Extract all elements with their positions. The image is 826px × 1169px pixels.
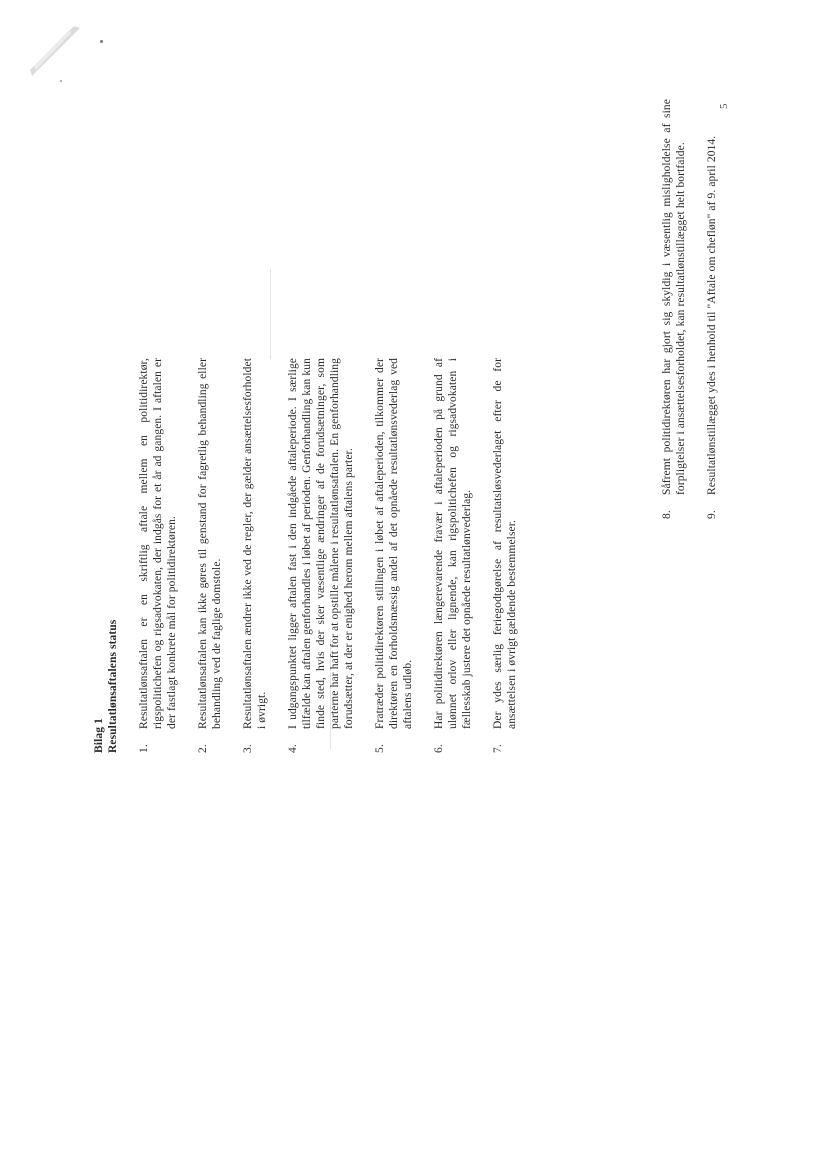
list-item [196,358,224,753]
heading-block [92,358,120,753]
list-item [241,358,269,753]
item-text: Resultatlønsaftalen kan ikke gøres til genstand for fagretlig behandling eller behandling ved de faglige domstole. [197,358,223,729]
list-item [432,358,474,753]
item-number: 3. [242,744,254,753]
left-column [92,358,536,753]
right-column [660,99,736,519]
item-text: Såfremt politidirektøren har gjort sig skyldig i væsentlig misligholdelse af sine forpligtelser i ansættelsesforholdet, kan resultatlønstillægget helt bortfalde. [661,99,687,495]
item-text: Resultatlønsaftalen ændrer ikke ved de regler, der gælder ansættelsesforholdet i øvrigt. [242,358,268,729]
item-number: 1. [138,744,150,753]
list-item [137,358,179,753]
document-title: Bilag 1 [93,718,105,753]
list-item [286,358,356,753]
item-text: Der ydes særlig feriegodtgørelse af resultatsløsvederlaget efter de for ansættelsen i øvrigt gældende bestemmelser. [492,358,518,729]
list-item [491,358,519,753]
item-number: 9. [706,510,718,519]
item-text: Resultatlønstillægget ydes i henhold til "Aftale om chefløn" af 9. april 2014. [706,135,718,495]
item-text: Resultatlønsaftalen er en skriftlig aftale mellem en politidirektør, rigspolitichefen og rigsadvokaten, der indgås for et år ad gangen. I aftalen er der fastlagt konkrete mål for politidirektøren. [138,358,178,729]
item-number: 5. [374,744,386,753]
list-item [660,99,688,519]
item-number: 2. [197,744,209,753]
item-text: I udgangspunktet ligger aftalen fast i den indgåede aftaleperiode. I særlige tilfælde kan aftalen genforhandles i løbet af perioden. Genforhandling kan kun finde sted, hvis der sker væsentlige ændringer af de forudsætninger, som parterne har haft for at opstille målene i resultatlønsaftalen. En genforhandling forudsætter, at der er enighed herom mellem aftalens parter. [287,358,355,729]
item-number: 4. [287,744,299,753]
item-number: 7. [492,744,504,753]
list-item [705,99,719,519]
page-number: 5 [718,103,730,109]
document-subtitle: Resultatlønsaftalens status [107,619,119,753]
list-item [373,358,415,753]
item-number: 8. [661,510,673,519]
item-number: 6. [433,744,445,753]
item-text: Fratræder politidirektøren stillingen i løbet af aftaleperioden, tilkommer der direktøren en forholdsmæssig andel af det opnåede resultatlønsvederlag ved aftalens udløb. [374,358,414,729]
item-text: Har politidirektøren længerevarende fravær i aftaleperioden på grund af ulønnet orlov eller lignende, kan rigspolitichefen og rigsadvokaten i fællesskab justere det opnåede resultatlønvederlag. [433,358,473,729]
scan-faint-mark [270,269,271,359]
